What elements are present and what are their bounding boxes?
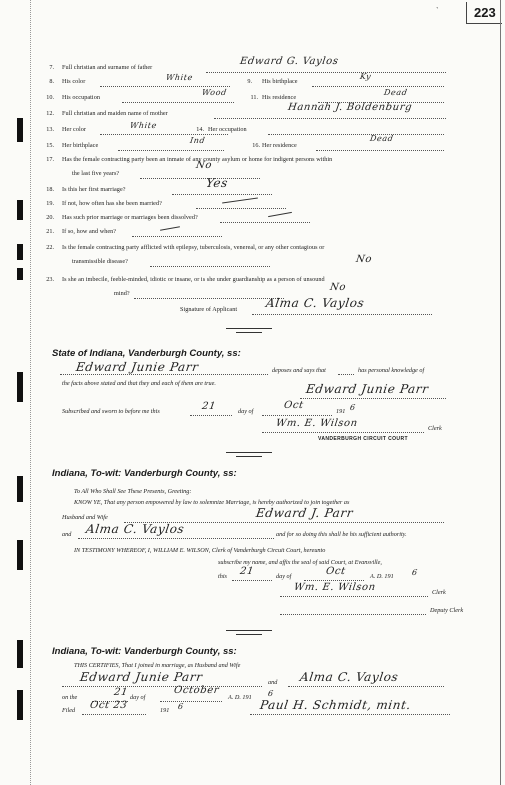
license-line5: subscribe my name, and affix the seal of said Court, at Evansville, bbox=[218, 559, 382, 566]
binding-mark bbox=[17, 268, 23, 280]
q19-label: If not, how often has she been married? bbox=[62, 200, 162, 207]
certificate-day-of: day of bbox=[130, 694, 146, 701]
q18-line bbox=[172, 194, 272, 195]
q14-label: Her occupation bbox=[208, 126, 247, 133]
q23-number: 23. bbox=[46, 276, 54, 283]
affidavit-subscribed: Subscribed and sworn to before me this bbox=[62, 408, 160, 415]
certificate-filed-year: 191 bbox=[160, 707, 170, 714]
left-rule bbox=[30, 0, 31, 785]
license-line1: KNOW YE, That any person empowered by law to solemnize Marriage, is hereby authorized to join together as bbox=[74, 499, 350, 506]
affidavit-day-of: day of bbox=[238, 408, 254, 415]
affidavit-clerk-label: Clerk bbox=[428, 425, 442, 432]
q19-line bbox=[196, 208, 286, 209]
license-day: 21 bbox=[239, 566, 255, 577]
license-bride: Alma C. Vaylos bbox=[85, 522, 186, 536]
q14-line bbox=[268, 134, 444, 135]
q22-label: Is the female contracting party afflicted with epilepsy, tuberculosis, venereal, or any other contagious or bbox=[62, 244, 325, 251]
binding-mark bbox=[17, 372, 23, 402]
q7-line bbox=[206, 72, 446, 73]
q10-line bbox=[122, 102, 234, 103]
license-year-suffix: 6 bbox=[411, 568, 419, 577]
q21-label: If so, how and when? bbox=[62, 228, 117, 235]
section-separator bbox=[236, 332, 262, 333]
license-groom: Edward J. Parr bbox=[255, 506, 355, 520]
section-separator bbox=[226, 452, 272, 453]
q16-line bbox=[316, 150, 444, 151]
q14-number: 14. bbox=[196, 126, 204, 133]
q10-answer: Wood bbox=[201, 88, 228, 97]
applicant-signature: Alma C. Vaylos bbox=[265, 296, 366, 310]
certificate-bride: Alma C. Vaylos bbox=[299, 670, 400, 684]
q22-label-cont: transmissible disease? bbox=[72, 258, 128, 265]
q11-answer: Dead bbox=[383, 88, 409, 97]
q7-answer: Edward G. Vaylos bbox=[239, 56, 340, 67]
affidavit-month-line bbox=[262, 415, 332, 416]
q12-answer: Hannah J. Boldenburg bbox=[287, 102, 413, 113]
affidavit-signature-line bbox=[300, 398, 446, 399]
q10-label: His occupation bbox=[62, 94, 100, 101]
affidavit-year: 191 bbox=[336, 408, 346, 415]
license-and: and bbox=[62, 531, 72, 538]
q16-answer: Dead bbox=[369, 134, 395, 143]
license-heading: Indiana, To-wit: Vanderburgh County, ss: bbox=[52, 468, 237, 479]
q21-number: 21. bbox=[46, 228, 54, 235]
affidavit-text1: deposes and says that bbox=[272, 367, 326, 374]
license-deputy-label: Deputy Clerk bbox=[430, 607, 464, 614]
q12-line bbox=[214, 118, 446, 119]
license-line4: IN TESTIMONY WHEREOF, I, WILLIAM E. WILSON, Clerk of Vanderburgh Circuit Court, hereunto bbox=[74, 547, 326, 554]
section-separator bbox=[226, 630, 272, 631]
affidavit-court: VANDERBURGH CIRCUIT COURT bbox=[318, 436, 408, 442]
license-clerk-line bbox=[280, 596, 428, 597]
q9-answer: Ky bbox=[359, 72, 372, 81]
certificate-filed: Filed bbox=[62, 707, 76, 714]
affidavit-day-line bbox=[190, 415, 232, 416]
binding-mark bbox=[17, 540, 23, 570]
q23-answer: No bbox=[329, 282, 347, 293]
q22-answer: No bbox=[355, 254, 373, 265]
q18-number: 18. bbox=[46, 186, 54, 193]
license-clerk-signature: Wm. E. Wilson bbox=[293, 582, 377, 593]
q22-line bbox=[150, 266, 270, 267]
certificate-line1: THIS CERTIFIES, That I joined in marriage, as Husband and Wife bbox=[74, 662, 241, 669]
q8-label: His color bbox=[62, 78, 86, 85]
q21-line bbox=[132, 236, 222, 237]
affidavit-gender-line bbox=[338, 374, 354, 375]
q9-number: 9. bbox=[247, 78, 252, 85]
signature-line bbox=[252, 314, 432, 315]
q13-line bbox=[100, 134, 228, 135]
q7-number: 7. bbox=[49, 64, 54, 71]
q17-label-cont: the last five years? bbox=[72, 170, 120, 177]
affidavit-name-line bbox=[60, 374, 268, 375]
binding-mark bbox=[17, 690, 23, 720]
section-separator bbox=[236, 634, 262, 635]
license-ad: A. D. 191 bbox=[370, 573, 394, 580]
license-bride-line bbox=[78, 538, 274, 539]
q17-label: Has the female contracting party been an inmate of any county asylum or home for indigent persons within bbox=[62, 156, 333, 163]
certificate-heading: Indiana, To-wit: Vanderburgh County, ss: bbox=[52, 646, 237, 657]
q21-dash bbox=[160, 226, 180, 230]
binding-mark bbox=[17, 476, 23, 502]
q20-dash bbox=[268, 212, 292, 217]
minister-signature-line bbox=[250, 714, 450, 715]
certificate-and: and bbox=[268, 679, 278, 686]
section-separator bbox=[226, 328, 272, 329]
q20-number: 20. bbox=[46, 214, 54, 221]
affidavit-heading: State of Indiana, Vanderburgh County, ss: bbox=[52, 348, 241, 359]
q15-line bbox=[118, 150, 224, 151]
q10-number: 10. bbox=[46, 94, 54, 101]
q15-number: 15. bbox=[46, 142, 54, 149]
affidavit-signature: Edward Junie Parr bbox=[305, 382, 430, 396]
certificate-ad: A. D. 191 bbox=[228, 694, 252, 701]
q15-answer: Ind bbox=[189, 136, 206, 145]
q7-label: Full christian and surname of father bbox=[62, 64, 153, 71]
license-month-line bbox=[304, 580, 364, 581]
certificate-groom-line bbox=[62, 686, 262, 687]
q22-number: 22. bbox=[46, 244, 54, 251]
q17-line bbox=[140, 178, 260, 179]
binding-mark bbox=[17, 118, 23, 142]
certificate-on-the: on the bbox=[62, 694, 78, 701]
license-clerk-label: Clerk bbox=[432, 589, 446, 596]
certificate-filed-date: Oct 23 bbox=[89, 700, 129, 711]
page-number: 223 bbox=[474, 5, 496, 20]
affidavit-text1b: has personal knowledge of bbox=[358, 367, 425, 374]
q12-number: 12. bbox=[46, 110, 54, 117]
affidavit-month: Oct bbox=[283, 400, 305, 411]
q8-answer: White bbox=[165, 73, 194, 82]
affidavit-name: Edward Junie Parr bbox=[75, 360, 200, 374]
signature-label: Signature of Applicant bbox=[180, 306, 238, 313]
q17-number: 17. bbox=[46, 156, 54, 163]
q8-number: 8. bbox=[49, 78, 54, 85]
license-month: Oct bbox=[325, 566, 347, 577]
q16-number: 16. bbox=[252, 142, 260, 149]
q23-label: Is she an imbecile, feeble-minded, idiotic or insane, or is she under guardianship as a person of unsound bbox=[62, 276, 325, 283]
license-day-line bbox=[232, 580, 272, 581]
binding-mark bbox=[17, 200, 23, 220]
license-greeting: To All Who Shall See These Presents, Greeting: bbox=[74, 488, 192, 495]
certificate-month: October bbox=[173, 685, 220, 696]
q13-answer: White bbox=[129, 121, 158, 130]
license-day-of: day of bbox=[276, 573, 292, 580]
q11-number: 11. bbox=[250, 94, 258, 101]
q9-line bbox=[312, 86, 444, 87]
q13-label: Her color bbox=[62, 126, 86, 133]
right-border bbox=[500, 0, 501, 785]
certificate-day: 21 bbox=[113, 687, 129, 698]
top-tick: ˋ bbox=[436, 6, 439, 15]
certificate-filed-line bbox=[82, 714, 146, 715]
q11-label: His residence bbox=[262, 94, 297, 101]
license-line3: and for so doing this shall be his sufficient authority. bbox=[276, 531, 407, 538]
affidavit-year-suffix: 6 bbox=[349, 403, 357, 412]
q20-label: Has such prior marriage or marriages been dissolved? bbox=[62, 214, 198, 221]
certificate-year-suffix: 6 bbox=[267, 689, 275, 698]
q8-line bbox=[100, 86, 230, 87]
certificate-groom: Edward Junie Parr bbox=[79, 670, 204, 684]
q17-answer: No bbox=[195, 160, 213, 171]
q19-dash bbox=[222, 197, 258, 203]
certificate-month-line bbox=[160, 701, 222, 702]
q13-number: 13. bbox=[46, 126, 54, 133]
binding-mark bbox=[17, 244, 23, 260]
q16-label: Her residence bbox=[262, 142, 297, 149]
affidavit-text2: the facts above stated and that they and each of them are true. bbox=[62, 380, 216, 387]
q9-label: His birthplace bbox=[262, 78, 298, 85]
binding-mark bbox=[17, 640, 23, 668]
q18-label: Is this her first marriage? bbox=[62, 186, 126, 193]
q12-label: Full christian and maiden name of mother bbox=[62, 110, 168, 117]
minister-signature: Paul H. Schmidt, mint. bbox=[259, 698, 412, 712]
q23-line bbox=[134, 298, 284, 299]
affidavit-clerk-signature: Wm. E. Wilson bbox=[275, 418, 359, 429]
affidavit-day: 21 bbox=[201, 401, 217, 412]
q15-label: Her birthplace bbox=[62, 142, 99, 149]
section-separator bbox=[236, 456, 262, 457]
certificate-bride-line bbox=[288, 686, 444, 687]
affidavit-clerk-line bbox=[262, 432, 424, 433]
q19-number: 19. bbox=[46, 200, 54, 207]
q18-answer: Yes bbox=[205, 176, 229, 190]
license-deputy-line bbox=[280, 614, 426, 615]
license-line2: Husband and Wife bbox=[62, 514, 108, 521]
q20-line bbox=[220, 222, 310, 223]
certificate-filed-year-suffix: 6 bbox=[177, 702, 185, 711]
license-this: this bbox=[218, 573, 227, 580]
q23-label-cont: mind? bbox=[114, 290, 130, 297]
